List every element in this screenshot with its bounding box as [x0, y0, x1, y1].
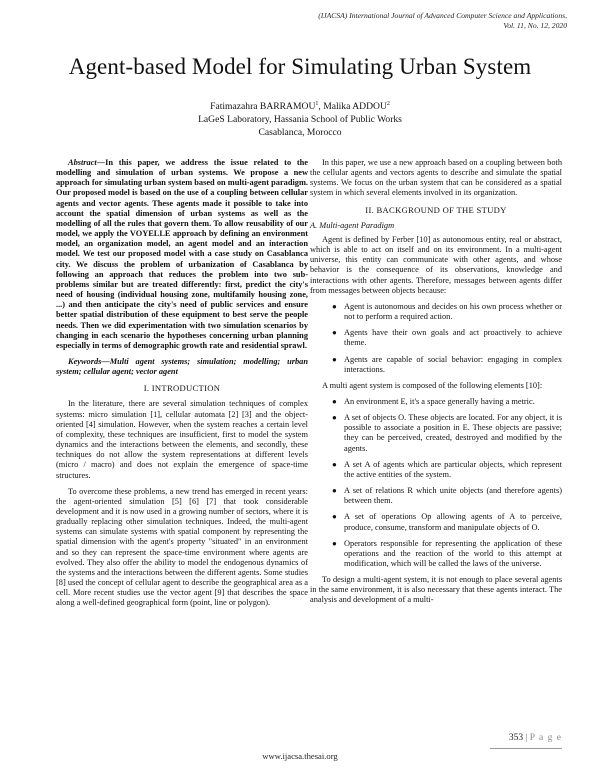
subsection-heading-multi-agent: A. Multi-agent Paradigm — [310, 220, 395, 230]
agent-properties-list — [310, 302, 562, 375]
intro-paragraph-3: In this paper, we use a new approach based on a coupling between both the cellular agents and vectors agents to describe and simulate the spatial systems. We focus on the urban system that can be considered as a spatial system in which several elements involved in its organization. — [310, 158, 562, 198]
footer-url: www.ijacsa.thesai.org — [262, 751, 338, 761]
affiliation: LaGeS Laboratory, Hassania School of Public Works — [198, 114, 402, 126]
author-2-affil-mark: 2 — [386, 101, 390, 107]
page-number-block — [509, 733, 562, 743]
page-number: 353 — [508, 733, 524, 743]
abstract — [56, 158, 308, 351]
author-1-affil-mark: 1 — [315, 101, 319, 107]
section-heading-introduction: I. INTRODUCTION — [143, 383, 221, 394]
journal-header — [187, 11, 567, 31]
list-item: ● A set of operations Op allowing agents of A to perceive, produce, consume, transform and manipulate objects of O. — [332, 512, 562, 532]
right-column — [310, 158, 562, 612]
abstract-lead: Abstract— — [68, 158, 106, 167]
intro-paragraph-2: To overcome these problems, a new trend has emerged in recent years: the agent-oriented simulation [5] [6] [7] that took considerable development and it is now used in a growing number of sectors, where it is gradually replacing other simulation techniques. Indeed, the multi-agent systems can simulate systems with spatial component by representing the spatial dimension with the agent's property "situated" in an environment and so they can represent the space-time environment where agents are evolved. They also offer the ability to model the endogenous dynamics of the systems and the interactions between the different agents. Some studies [8] used the concept of cellular agent to describe the geographical area as a cell. More recent studies use the vector agent [9] that describes the space along a well-defined geographical form (point, line or polygon). — [56, 486, 308, 608]
bullet-icon: ● — [332, 413, 337, 423]
section-heading-background: II. BACKGROUND OF THE STUDY — [365, 204, 507, 215]
footer-divider — [490, 748, 562, 749]
keywords-text: Multi agent systems; simulation; modelling; urban system; cellular agent; vector agent — [56, 356, 308, 377]
list-item: ● Agent is autonomous and decides on his own process whether or not to perform a required action. — [332, 301, 562, 322]
bullet-icon: ● — [332, 538, 337, 548]
abstract-text: In this paper, we address the issue related to the modelling and simulation of urban systems. We propose a new approach for simulating urban system based on multi-agent paradigm. Our proposed model is based on the use of a coupling between cellular agents and vector agents. These agents made it possible to take into account the spatial dimension of urban systems as well as the modelling of all the rules that govern them. To allow reusability of our model, we apply the VOYELLE approach by defining an environment model, an organization model, an agent model and an interaction model. We test our proposed model with a case study on Casablanca city. We discuss the problem of urbanization of Casablanca by following an approach that reduces the problem into two sub-problems similar but are treated differently: first, predict the city's need of housing (individual housing zone, multifamily housing zone, ...) and then anticipate the city's need of public services and ensure better spatial distribution of these equipment to best serve the people needs. Then we did experimentation with two simulation scenarios by changing in each scenario the hypotheses concerning urban planning especially in terms of demographic growth rate and residential sprawl. — [56, 158, 308, 350]
agent-definition-paragraph: Agent is defined by Ferber [10] as autonomous entity, real or abstract, which is able to act on itself and on its environment. In a multi-agent universe, this entity can communicate with other agents, and whose behavior is the consequence of its observations, knowledge and interactions with other agents. Therefore, messages between agents differ from messages between objects because: — [310, 234, 562, 295]
author-block — [0, 98, 600, 139]
journal-name: (IJACSA) International Journal of Advanced Computer Science and Applications, — [318, 11, 567, 20]
list-item: ● Agents are capable of social behavior: engaging in complex interactions. — [332, 354, 562, 374]
list-item: ● Operators responsible for representing the application of these operations and the reaction of the world to this attempt at modification, which will be called the laws of the universe. — [332, 538, 562, 568]
paper-title: Agent-based Model for Simulating Urban System — [68, 54, 532, 79]
bullet-icon: ● — [332, 354, 337, 364]
intro-paragraph-1: In the literature, there are several simulation techniques of complex systems: micro simulation [1], cellular automata [2] [3] and the object-oriented [4] simulation. However, when the system reaches a certain level of complexity, these techniques are insufficient, first to model the system dynamics and the interactions between the elements, and secondly, these techniques do not allow the system representations at different levels (micro / macro) and does not explain the emergence of space-time structures. — [56, 399, 308, 480]
author-separator: , — [318, 101, 324, 113]
bullet-icon: ● — [332, 459, 337, 469]
page-label: P a g e — [529, 733, 562, 743]
author-2: Malika ADDOU — [323, 101, 387, 113]
list-item: ● An environment E, it's a space generally having a metric. — [332, 396, 535, 406]
journal-volume: Vol. 11, No. 12, 2020 — [503, 21, 567, 30]
bullet-icon: ● — [332, 301, 337, 311]
list-item: ● A set A of agents which are particular objects, which represent the active entities of the system. — [332, 459, 562, 479]
bullet-icon: ● — [332, 396, 337, 406]
mas-elements-list — [310, 397, 562, 569]
bullet-icon: ● — [332, 328, 337, 338]
keywords-lead: Keywords— — [68, 356, 110, 366]
page-separator: | — [523, 733, 530, 743]
list-item: ● A set of objects O. These objects are located. For any object, it is possible to associate a position in E. These objects are passive; they can be perceived, created, destroyed and modified by the agents. — [332, 413, 562, 453]
mas-composition-paragraph: A multi agent system is composed of the following elements [10]: — [322, 380, 543, 390]
affiliation-city: Casablanca, Morocco — [258, 127, 342, 139]
list-item: ● Agents have their own goals and act proactively to achieve theme. — [332, 328, 562, 348]
bullet-icon: ● — [332, 486, 337, 496]
bullet-icon: ● — [332, 512, 337, 522]
left-column — [56, 158, 308, 615]
keywords — [56, 357, 308, 377]
design-paragraph: To design a multi-agent system, it is not enough to place several agents in the same environment, it is also necessary that these agents interact. The analysis and development of a multi- — [310, 575, 562, 605]
list-item: ● A set of relations R which unite objects (and therefore agents) between them. — [332, 486, 562, 506]
author-names — [0, 98, 600, 113]
author-1: Fatimazahra BARRAMOU — [210, 101, 316, 113]
